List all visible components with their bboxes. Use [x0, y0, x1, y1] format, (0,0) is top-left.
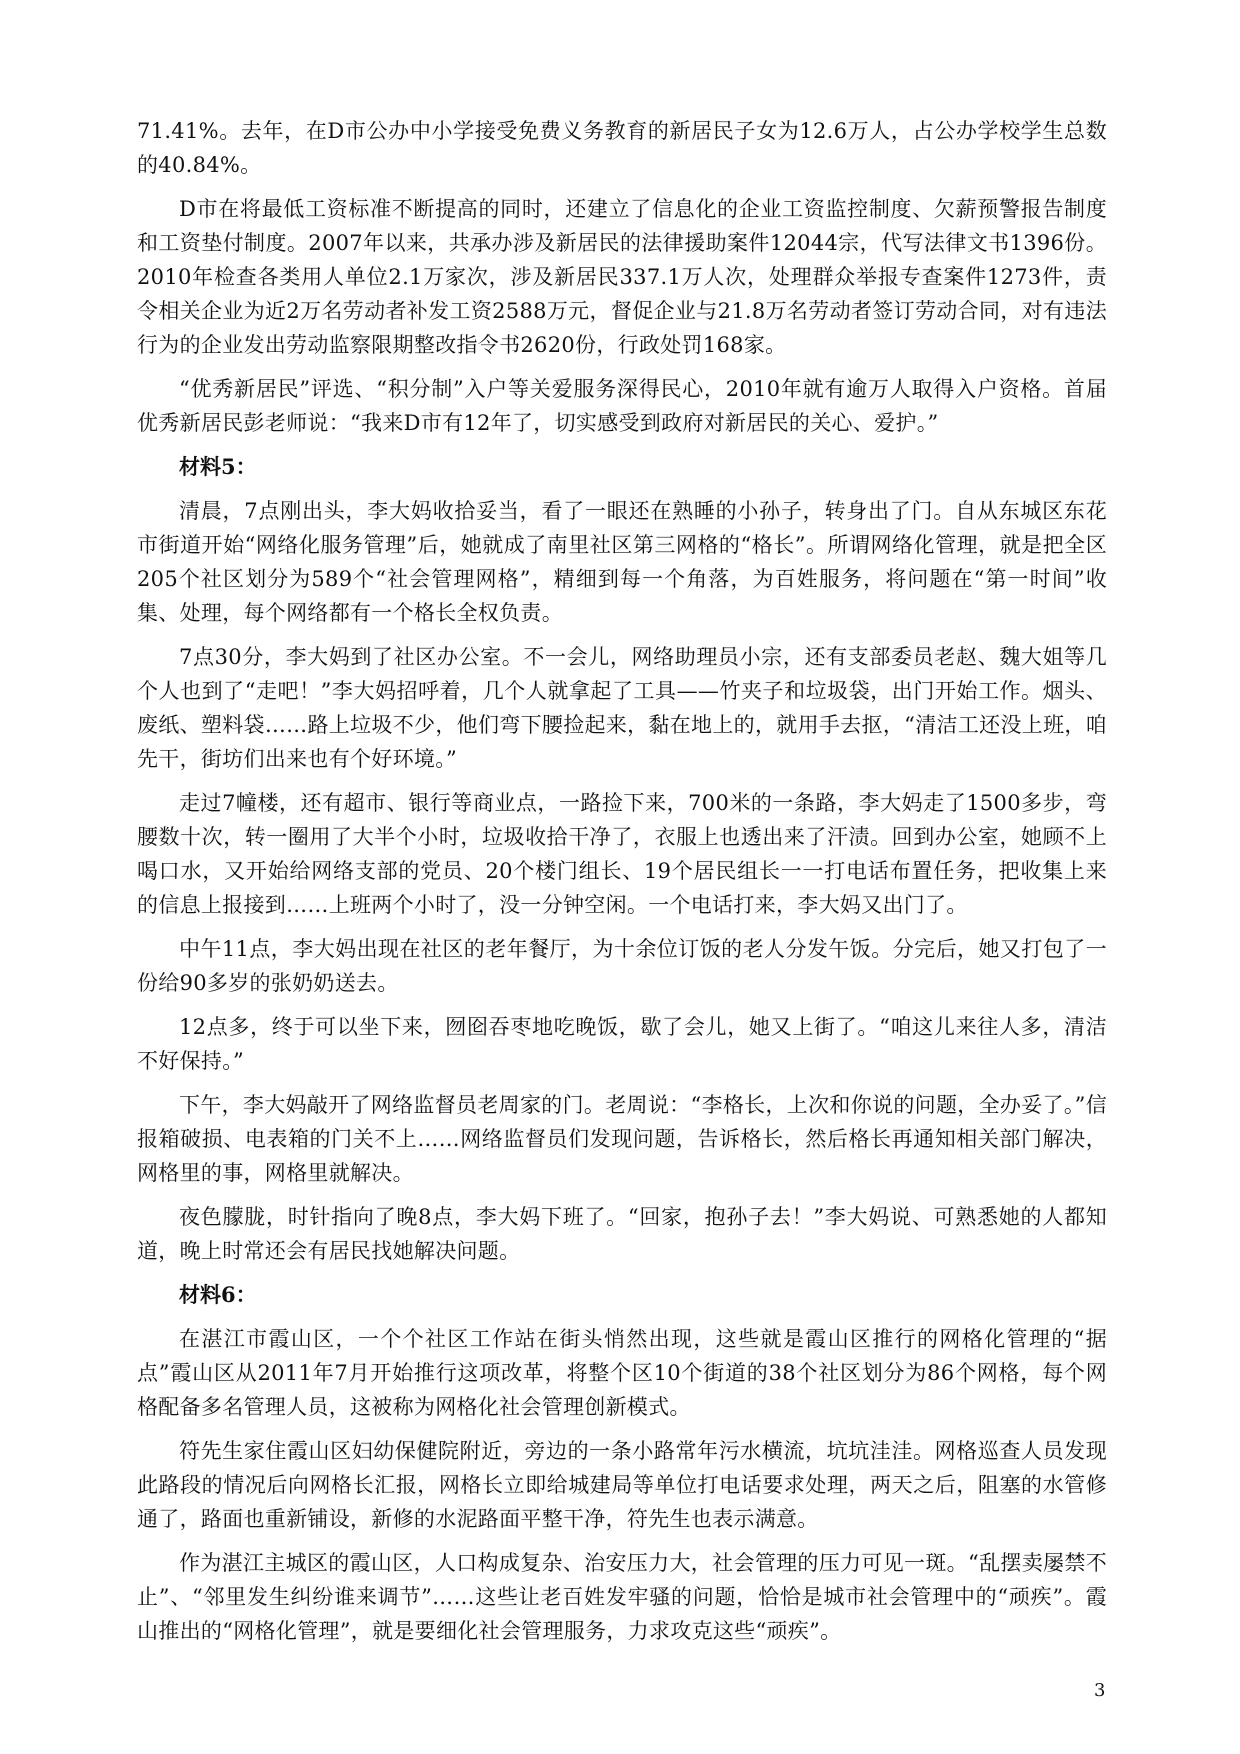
paragraph: 符先生家住霞山区妇幼保健院附近，旁边的一条小路常年污水横流，坑坑洼洼。网格巡查人员发现此路段的情况后向网格长汇报，网格长立即给城建局等单位打电话要求处理，两天之后，阻塞的水管修通了，路面也重新铺设，新修的水泥路面平整干净，符先生也表示满意。	[137, 1439, 1107, 1531]
page-number: 3	[1094, 1680, 1106, 1701]
document-body	[137, 114, 1107, 1658]
paragraph: 夜色朦胧，时针指向了晚8点，李大妈下班了。“回家，抱孙子去！”李大妈说、可熟悉她的人都知道，晚上时常还会有居民找她解决问题。	[137, 1205, 1107, 1263]
paragraph: D市在将最低工资标准不断提高的同时，还建立了信息化的企业工资监控制度、欠薪预警报告制度和工资垫付制度。2007年以来，共承办涉及新居民的法律援助案件12044宗，代写法律文书1396份。2010年检查各类用人单位2.1万家次，涉及新居民337.1万人次，处理群众举报专查案件1273件，责令相关企业为近2万名劳动者补发工资2588万元，督促企业与21.8万名劳动者签订劳动合同，对有违法行为的企业发出劳动监察限期整改指令书2620份，行政处罚168家。	[137, 197, 1107, 357]
paragraph: 清晨，7点刚出头，李大妈收拾妥当，看了一眼还在熟睡的小孙子，转身出了门。自从东城区东花市街道开始“网络化服务管理”后，她就成了南里社区第三网格的“格长”。所谓网络化管理，就是把全区205个社区划分为589个“社会管理网格”，精细到每一个角落，为百姓服务，将问题在“第一时间”收集、处理，每个网络都有一个格长全权负责。	[137, 499, 1107, 625]
section-heading: 材料5：	[179, 454, 257, 479]
paragraph: 7点30分，李大妈到了社区办公室。不一会儿，网络助理员小宗，还有支部委员老赵、魏大姐等几个人也到了“走吧！”李大妈招呼着，几个人就拿起了工具——竹夹子和垃圾袋，出门开始工作。烟头、废纸、塑料袋……路上垃圾不少，他们弯下腰捡起来，黏在地上的，就用手去抠，“清洁工还没上班，咱先干，街坊们出来也有个好环境。”	[137, 645, 1107, 771]
paragraph: 71.41%。去年，在D市公办中小学接受免费义务教育的新居民子女为12.6万人，占公办学校学生总数的40.84%。	[137, 119, 1107, 177]
paragraph: 12点多，终于可以坐下来，囫囵吞枣地吃晚饭，歇了会儿，她又上街了。“咱这儿来往人多，清洁不好保持。”	[137, 1015, 1107, 1073]
paragraph: “优秀新居民”评选、“积分制”入户等关爱服务深得民心，2010年就有逾万人取得入户资格。首届优秀新居民彭老师说：“我来D市有12年了，切实感受到政府对新居民的关心、爱护。”	[137, 377, 1107, 435]
paragraph: 中午11点，李大妈出现在社区的老年餐厅，为十余位订饭的老人分发午饭。分完后，她又打包了一份给90多岁的张奶奶送去。	[137, 937, 1107, 995]
paragraph: 下午，李大妈敲开了网络监督员老周家的门。老周说：“李格长，上次和你说的问题，全办妥了。”信报箱破损、电表箱的门关不上……网络监督员们发现问题，告诉格长，然后格长再通知相关部门解决，网格里的事，网格里就解决。	[137, 1093, 1107, 1185]
section-heading: 材料6：	[179, 1282, 257, 1307]
paragraph: 走过7幢楼，还有超市、银行等商业点，一路捡下来，700米的一条路，李大妈走了1500多步，弯腰数十次，转一圈用了大半个小时，垃圾收拾干净了，衣服上也透出来了汗渍。回到办公室，她顾不上喝口水，又开始给网络支部的党员、20个楼门组长、19个居民组长一一打电话布置任务，把收集上来的信息上报接到……上班两个小时了，没一分钟空闲。一个电话打来，李大妈又出门了。	[137, 791, 1107, 917]
paragraph: 作为湛江主城区的霞山区，人口构成复杂、治安压力大，社会管理的压力可见一斑。“乱摆卖屡禁不止”、“邻里发生纠纷谁来调节”……这些让老百姓发牢骚的问题，恰恰是城市社会管理中的“顽疾”。霞山推出的“网格化管理”，就是要细化社会管理服务，力求攻克这些“顽疾”。	[137, 1551, 1107, 1643]
paragraph: 在湛江市霞山区，一个个社区工作站在街头悄然出现，这些就是霞山区推行的网格化管理的“据点”霞山区从2011年7月开始推行这项改革，将整个区10个街道的38个社区划分为86个网格，每个网格配备多名管理人员，这被称为网格化社会管理创新模式。	[137, 1327, 1107, 1419]
